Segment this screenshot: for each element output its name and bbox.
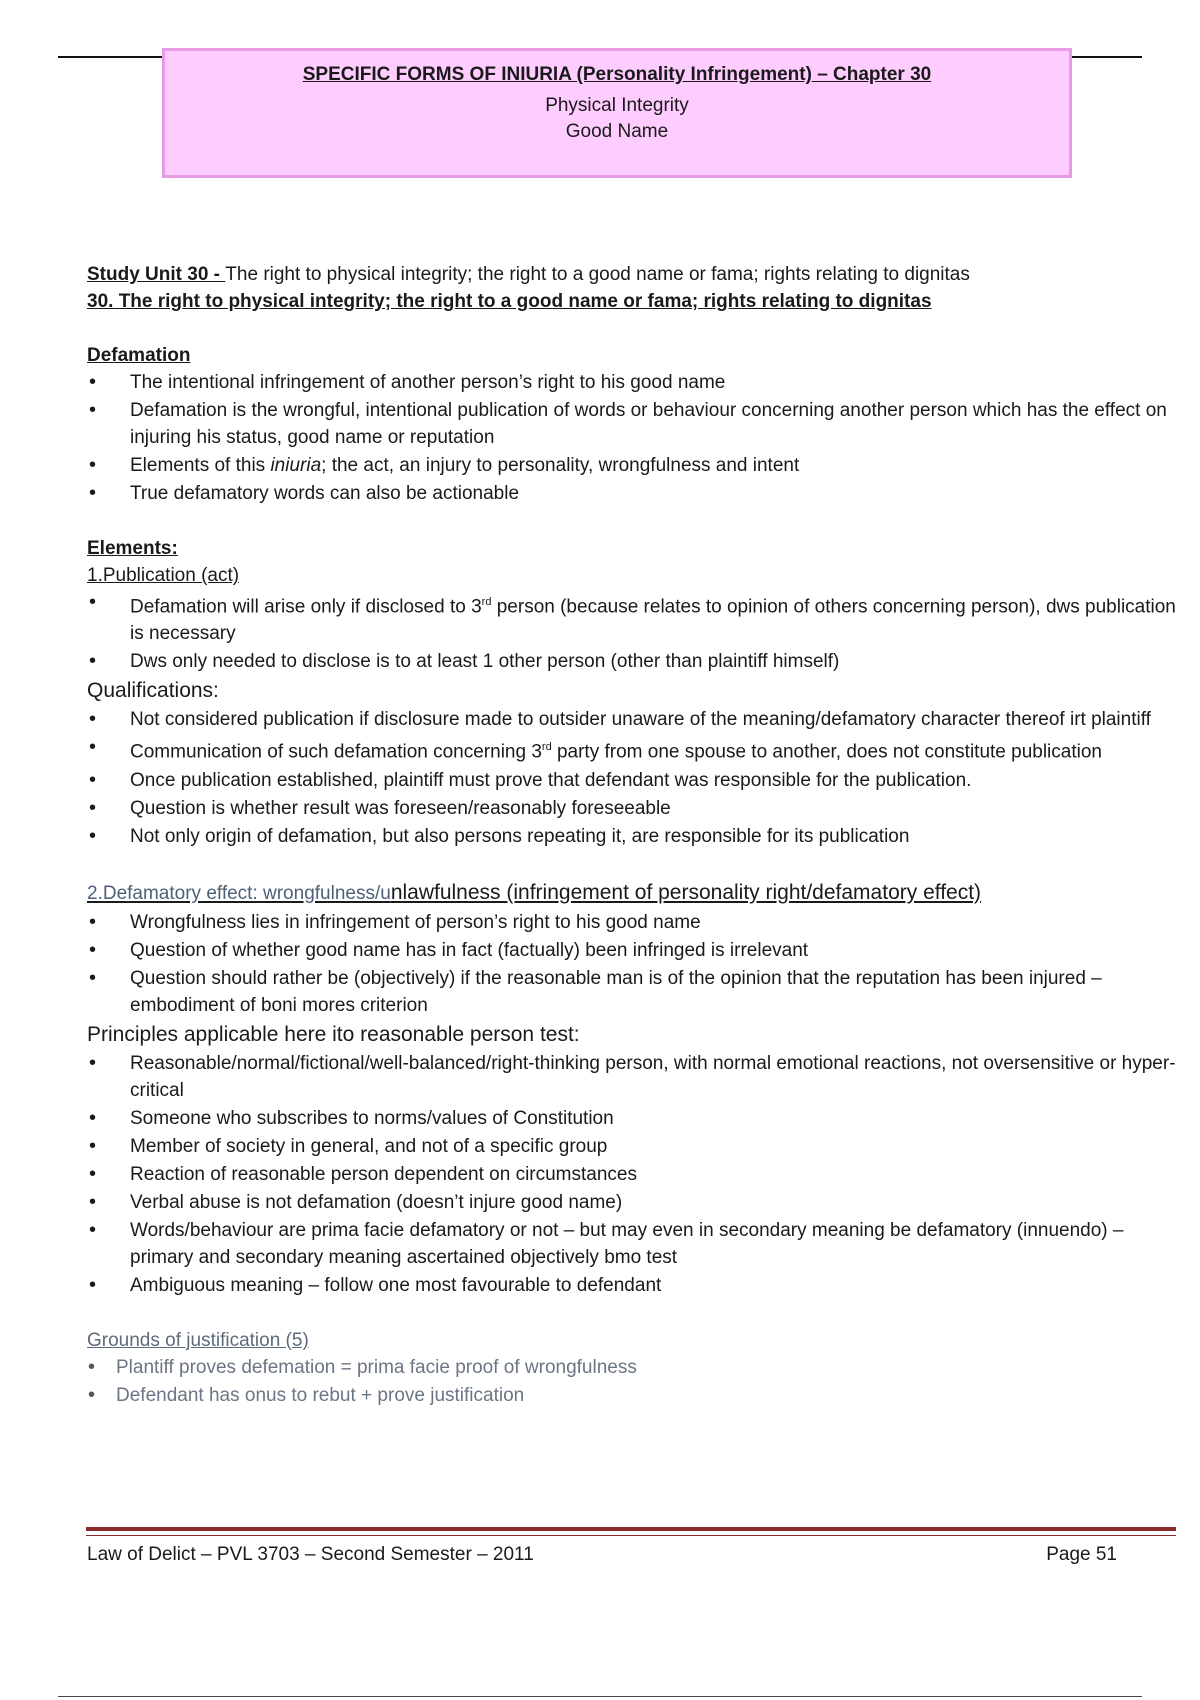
principles-heading: Principles applicable here ito reasonable person test: (87, 1022, 580, 1046)
chapter-title: SPECIFIC FORMS OF INIURIA (Personality Infringement) – Chapter 30 (302, 64, 932, 85)
list-item: • Ambiguous meaning – follow one most favourable to defendant (87, 1272, 1177, 1299)
qualifications-heading: Qualifications: (87, 679, 219, 703)
list-item: • Wrongfulness lies in infringement of person’s right to his good name (87, 909, 1177, 936)
list-item: • Communication of such defamation concerning 3rd party from one spouse to another, does not constitute publication (87, 734, 1177, 765)
study-unit-text: The right to physical integrity; the right to a good name or fama; rights relating to dignitas (225, 264, 970, 285)
list-item: • Reaction of reasonable person dependent on circumstances (87, 1161, 1177, 1188)
list-item: • Not considered publication if disclosure made to outsider unaware of the meaning/defamatory character thereof irt plaintiff (87, 706, 1177, 733)
section-heading: 30. The right to physical integrity; the right to a good name or fama; rights relating to dignitas (87, 291, 932, 312)
defamation-heading: Defamation (87, 345, 191, 366)
footer-rule (86, 1527, 1176, 1531)
qualifications-list (87, 706, 1177, 849)
list-item: • The intentional infringement of another person’s right to his good name (87, 369, 1177, 396)
list-item: • Dws only needed to disclose is to at least 1 other person (other than plaintiff himself) (87, 648, 1177, 675)
subtitle-good-name: Good Name (565, 121, 669, 142)
list-item: • Plantiff proves defemation = prima facie proof of wrongfulness (87, 1354, 1177, 1381)
defamatory-effect-heading: 2.Defamatory effect: wrongfulness/unlawfulness (infringement of personality right/defamatory effect) (87, 880, 982, 904)
bottom-edge-rule (58, 1696, 1142, 1697)
list-item: • Question is whether result was foreseen/reasonably foreseeable (87, 795, 1177, 822)
list-item: • Reasonable/normal/fictional/well-balanced/right-thinking person, with normal emotional reactions, not oversensitive or hyper-critical (87, 1050, 1177, 1104)
justification-list (87, 1354, 1177, 1409)
defamation-list (87, 369, 1177, 507)
footer-rule-thin (86, 1535, 1176, 1536)
footer-course: Law of Delict – PVL 3703 – Second Semester – 2011 (87, 1544, 534, 1565)
list-item: • Defamation will arise only if disclosed to 3rd person (because relates to opinion of others concerning person), dws publication is necessary (87, 589, 1177, 647)
list-item: • Verbal abuse is not defamation (doesn’t injure good name) (87, 1189, 1177, 1216)
list-item: • Question of whether good name has in fact (factually) been infringed is irrelevant (87, 937, 1177, 964)
publication-heading: 1.Publication (act) (87, 565, 240, 586)
study-unit-label: Study Unit 30 - (87, 264, 226, 285)
list-item: • Once publication established, plaintiff must prove that defendant was responsible for the publication. (87, 767, 1177, 794)
list-item: • Someone who subscribes to norms/values of Constitution (87, 1105, 1177, 1132)
study-unit-line (87, 261, 1177, 288)
list-item: • Question should rather be (objectively) if the reasonable man is of the opinion that the reputation has been injured – embodiment of boni mores criterion (87, 965, 1177, 1019)
justification-heading: Grounds of justification (5) (87, 1329, 309, 1351)
list-item: • Not only origin of defamation, but also persons repeating it, are responsible for its publication (87, 823, 1177, 850)
elements-heading: Elements: (87, 538, 178, 559)
list-item: • Elements of this iniuria; the act, an injury to personality, wrongfulness and intent (87, 452, 1177, 479)
title-box (162, 48, 1072, 178)
list-item: • Defendant has onus to rebut + prove justification (87, 1382, 1177, 1409)
list-item: • Member of society in general, and not of a specific group (87, 1133, 1177, 1160)
publication-list (87, 589, 1177, 675)
principles-list (87, 1050, 1177, 1299)
content (87, 261, 1177, 1410)
footer-page-number: Page 51 (1046, 1544, 1117, 1565)
list-item: • True defamatory words can also be actionable (87, 480, 1177, 507)
subtitle-physical-integrity: Physical Integrity (545, 95, 689, 116)
list-item: • Defamation is the wrongful, intentional publication of words or behaviour concerning another person which has the effect on injuring his status, good name or reputation (87, 397, 1177, 451)
list-item: • Words/behaviour are prima facie defamatory or not – but may even in secondary meaning be defamatory (innuendo) – primary and secondary meaning ascertained objectively bmo test (87, 1217, 1177, 1271)
defamatory-list (87, 909, 1177, 1019)
